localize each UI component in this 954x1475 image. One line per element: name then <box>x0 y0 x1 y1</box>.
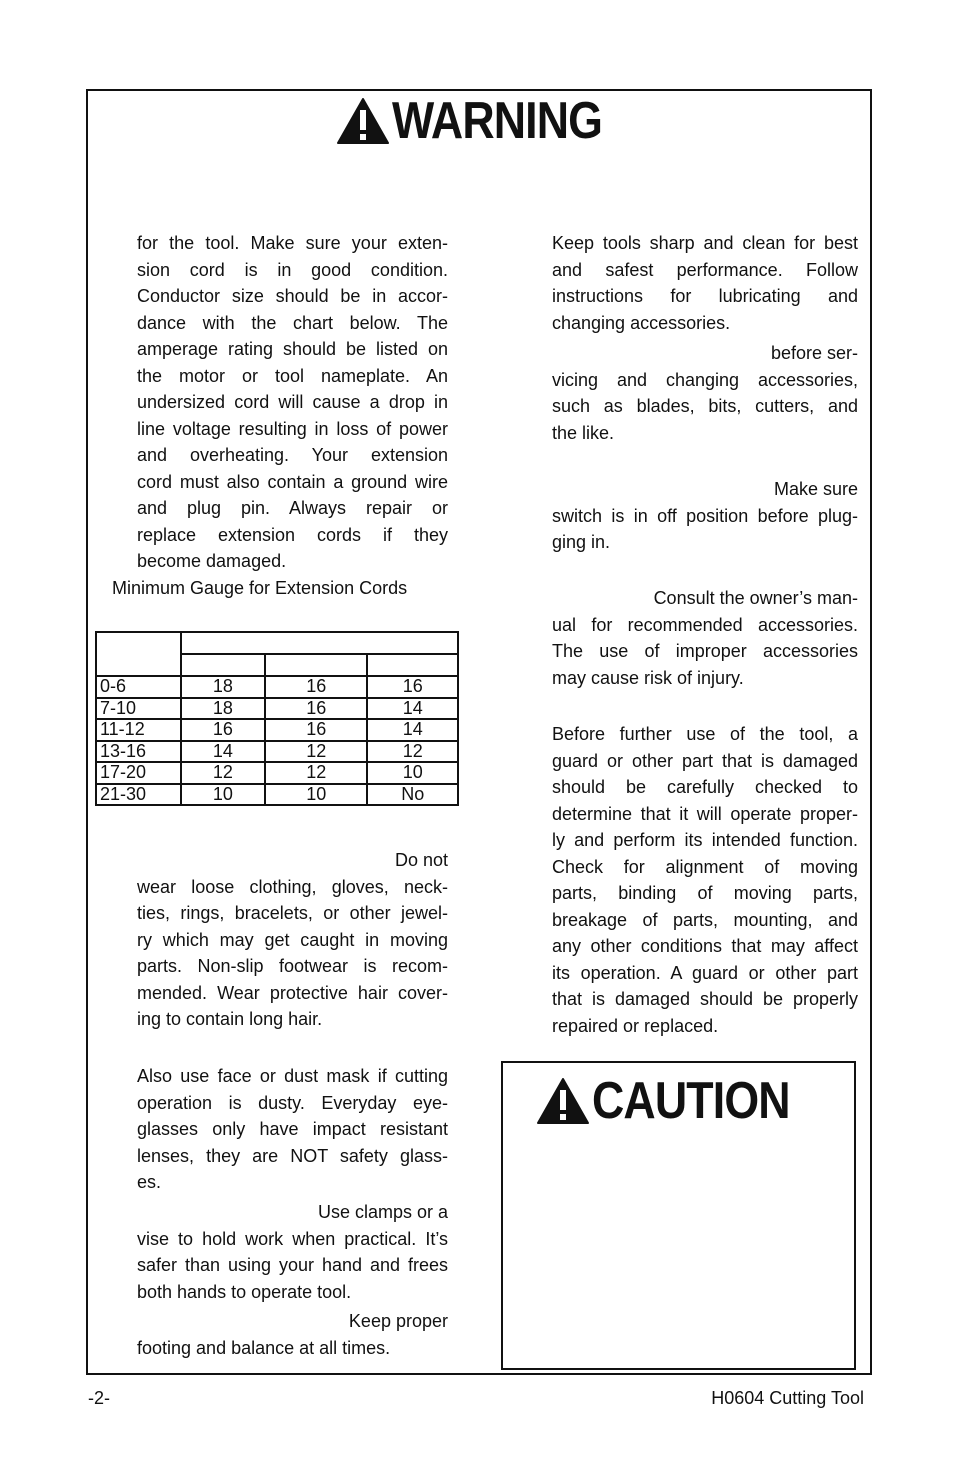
text-line: Do not <box>394 850 448 870</box>
gauge-cell: 10 <box>265 784 367 806</box>
clamps-paragraph <box>137 1199 448 1305</box>
text-line: Before further use of the tool, a <box>552 724 858 744</box>
text-line: switch is in off position before plug- <box>552 505 858 526</box>
caution-title: CAUTION <box>592 1072 790 1130</box>
caution-banner <box>536 1072 822 1130</box>
text-line: lenses, they are NOT safety glass- <box>137 1145 448 1166</box>
page-number: -2- <box>88 1388 110 1408</box>
text-line: parts, binding of moving parts, <box>552 883 858 903</box>
extension-cord-paragraph <box>137 230 448 575</box>
warning-title: WARNING <box>392 92 603 150</box>
amperage-cell: 21-30 <box>96 784 181 806</box>
text-line: line voltage resulting in loss of power <box>137 418 448 439</box>
text-line: become damaged. <box>137 551 287 571</box>
text-line: breakage of parts, mounting, and <box>552 909 858 930</box>
amperage-cell: 11-12 <box>96 719 181 741</box>
text-line: mended. Wear protective hair cover- <box>137 982 448 1003</box>
gauge-cell: 16 <box>181 719 266 741</box>
text-line: Make sure <box>773 479 858 499</box>
text-line: ual for recommended accessories. <box>552 614 858 635</box>
text-line: before ser- <box>770 343 858 363</box>
table-row <box>96 719 458 741</box>
gauge-cell: 14 <box>367 698 458 720</box>
gauge-cell: 12 <box>265 762 367 784</box>
document-title: H0604 Cutting Tool <box>711 1388 864 1408</box>
text-line: dance with the chart below. The <box>137 312 448 333</box>
text-line: glasses only have impact resistant <box>137 1119 448 1139</box>
text-line: and overheating. Your extension <box>137 445 448 465</box>
text-line: Keep proper <box>348 1311 448 1331</box>
table-header-cell <box>181 632 458 654</box>
text-line: es. <box>137 1172 162 1192</box>
table-row <box>96 698 458 720</box>
text-line: vise to hold work when practical. It’s <box>137 1228 448 1249</box>
unintentional-start-paragraph <box>552 476 858 556</box>
text-line: ties, rings, bracelets, or other jewel- <box>137 903 448 923</box>
text-line: Keep tools sharp and clean for best <box>552 233 858 253</box>
damaged-parts-paragraph <box>552 721 858 1039</box>
text-line: guard or other part that is damaged <box>552 750 858 771</box>
text-line: determine that it will operate proper- <box>552 803 858 824</box>
text-line: both hands to operate tool. <box>137 1281 352 1302</box>
amperage-cell: 17-20 <box>96 762 181 784</box>
text-line: replace extension cords if they <box>137 524 448 545</box>
text-line: undersized cord will cause a drop in <box>137 392 448 412</box>
footing-paragraph <box>137 1308 448 1361</box>
gauge-cell: 10 <box>181 784 266 806</box>
table-header-row <box>96 632 458 654</box>
text-line: repaired or replaced. <box>552 1015 719 1036</box>
text-line: operation is dusty. Everyday eye- <box>137 1092 448 1113</box>
gauge-cell: 16 <box>265 719 367 741</box>
text-line: its operation. A guard or other part <box>552 962 858 983</box>
text-line: safer than using your hand and frees <box>137 1255 448 1275</box>
text-line: ry which may get caught in moving <box>137 929 448 950</box>
text-line: the like. <box>552 422 615 443</box>
caution-triangle-icon <box>536 1077 590 1125</box>
gauge-cell: 14 <box>367 719 458 741</box>
text-line: for the tool. Make sure your exten- <box>137 233 448 253</box>
sharp-tools-paragraph <box>552 230 858 336</box>
table-caption: Minimum Gauge for Extension Cords <box>112 578 408 598</box>
gauge-cell: No <box>367 784 458 806</box>
text-line: sion cord is in good condition. <box>137 259 448 280</box>
clothing-paragraph <box>137 847 448 1033</box>
text-line: the motor or tool nameplate. An <box>137 365 448 386</box>
text-line: instructions for lubricating and <box>552 286 858 306</box>
gauge-cell: 14 <box>181 741 266 763</box>
text-line: The use of improper accessories <box>552 641 858 661</box>
gauge-cell: 12 <box>265 741 367 763</box>
warning-triangle-icon <box>336 97 390 145</box>
gauge-cell: 18 <box>181 698 266 720</box>
warning-banner <box>336 92 636 150</box>
accessories-paragraph <box>552 585 858 691</box>
table-header-cell <box>367 654 458 676</box>
amperage-cell: 13-16 <box>96 741 181 763</box>
text-line: such as blades, bits, cutters, and <box>552 396 858 416</box>
gauge-cell: 16 <box>265 676 367 698</box>
gauge-cell: 16 <box>265 698 367 720</box>
text-line: footing and balance at all times. <box>137 1337 391 1358</box>
text-line: Use clamps or a <box>317 1202 448 1222</box>
text-line: Consult the owner’s man- <box>653 588 858 608</box>
amperage-cell: 0-6 <box>96 676 181 698</box>
text-line: cord must also contain a ground wire <box>137 471 448 492</box>
table-header-cell <box>265 654 367 676</box>
text-line: ging in. <box>552 532 611 552</box>
text-line: Also use face or dust mask if cutting <box>137 1066 448 1086</box>
gauge-cell: 12 <box>367 741 458 763</box>
table-header-cell <box>181 654 266 676</box>
text-line: ly and perform its intended function. <box>552 830 858 850</box>
text-line: Conductor size should be in accor- <box>137 286 448 306</box>
table-header-cell <box>96 632 181 676</box>
text-line: wear loose clothing, gloves, neck- <box>137 876 448 897</box>
text-line: Check for alignment of moving <box>552 856 858 877</box>
table-row <box>96 676 458 698</box>
text-line: amperage rating should be listed on <box>137 339 448 359</box>
text-line: ing to contain long hair. <box>137 1009 323 1029</box>
text-line: changing accessories. <box>552 312 731 333</box>
gauge-cell: 12 <box>181 762 266 784</box>
text-line: and plug pin. Always repair or <box>137 498 448 518</box>
gauge-cell: 10 <box>367 762 458 784</box>
text-line: and safest performance. Follow <box>552 259 858 280</box>
text-line: should be carefully checked to <box>552 777 858 797</box>
disconnect-paragraph <box>552 340 858 446</box>
text-line: parts. Non-slip footwear is recom- <box>137 956 448 976</box>
text-line: vicing and changing accessories, <box>552 369 858 390</box>
safety-glasses-paragraph <box>137 1063 448 1196</box>
table-row <box>96 762 458 784</box>
amperage-cell: 7-10 <box>96 698 181 720</box>
table-row <box>96 784 458 806</box>
gauge-cell: 18 <box>181 676 266 698</box>
text-line: any other conditions that may affect <box>552 936 858 956</box>
extension-cord-gauge-table <box>95 631 459 806</box>
gauge-cell: 16 <box>367 676 458 698</box>
text-line: that is damaged should be properly <box>552 989 858 1009</box>
text-line: may cause risk of injury. <box>552 667 744 688</box>
table-row <box>96 741 458 763</box>
